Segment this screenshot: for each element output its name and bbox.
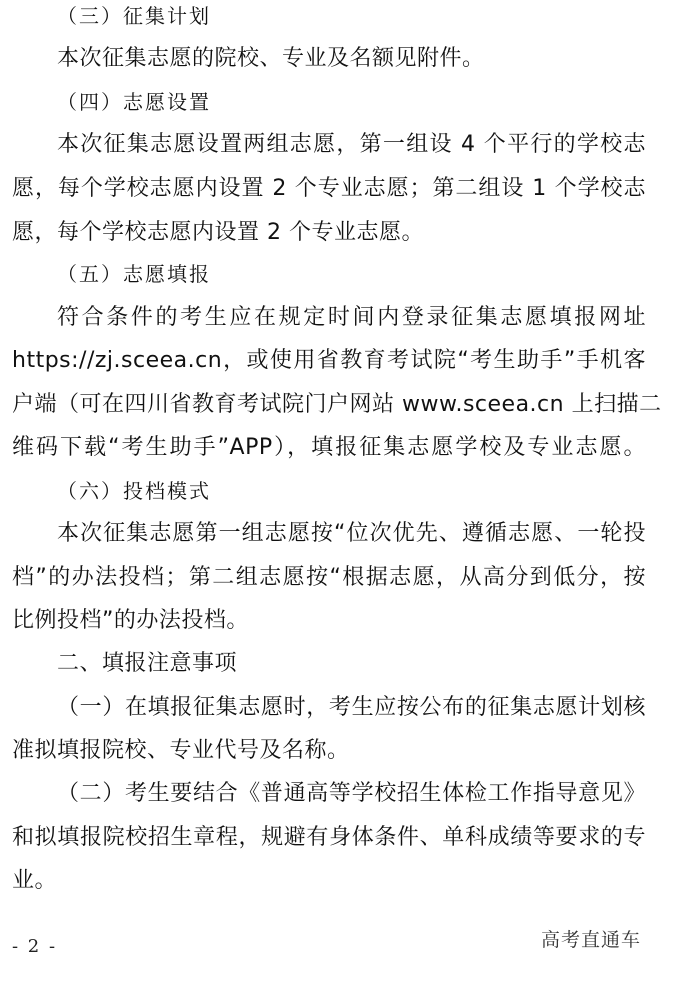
paragraph-line: 档”的办法投档；第二组志愿按“根据志愿，从高分到低分，按 [12, 565, 646, 590]
section-heading-mode: （六）投档模式 [57, 479, 211, 503]
paragraph-line: 本次征集志愿的院校、专业及名额见附件。 [57, 46, 485, 71]
paragraph-line: 本次征集志愿设置两组志愿，第一组设 4 个平行的学校志 [57, 132, 646, 157]
paragraph-line: （二）考生要结合《普通高等学校招生体检工作指导意见》 [57, 781, 646, 806]
paragraph-line: 本次征集志愿第一组志愿按“位次优先、遵循志愿、一轮投 [57, 521, 646, 546]
paragraph-line: 准拟填报院校、专业代号及名称。 [12, 738, 350, 763]
section-heading-plan: （三）征集计划 [57, 4, 211, 28]
paragraph-line: 户端（可在四川省教育考试院门户网站 www.sceea.cn 上扫描二 [12, 392, 662, 417]
paragraph-line: 愿，每个学校志愿内设置 2 个专业志愿；第二组设 1 个学校志 [12, 176, 646, 201]
section-heading-filling: （五）志愿填报 [57, 262, 211, 286]
paragraph-line: 业。 [12, 868, 58, 893]
watermark-text: 高考直通车 [541, 929, 642, 951]
section-heading-setup: （四）志愿设置 [57, 90, 211, 114]
section-heading-notes: 二、填报注意事项 [57, 651, 238, 676]
paragraph-line: 维码下载“考生助手”APP），填报征集志愿学校及专业志愿。 [12, 435, 646, 460]
paragraph-line: 和拟填报院校招生章程，规避有身体条件、单科成绩等要求的专 [12, 825, 646, 850]
paragraph-line: （一）在填报征集志愿时，考生应按公布的征集志愿计划核 [57, 695, 646, 720]
page-number: - 2 - [12, 936, 58, 957]
paragraph-line: 符合条件的考生应在规定时间内登录征集志愿填报网址 [57, 305, 646, 330]
paragraph-line: 比例投档”的办法投档。 [12, 608, 249, 633]
paragraph-line: 愿，每个学校志愿内设置 2 个专业志愿。 [12, 220, 424, 245]
paragraph-line: https://zj.sceea.cn，或使用省教育考试院“考生助手”手机客 [12, 348, 646, 373]
